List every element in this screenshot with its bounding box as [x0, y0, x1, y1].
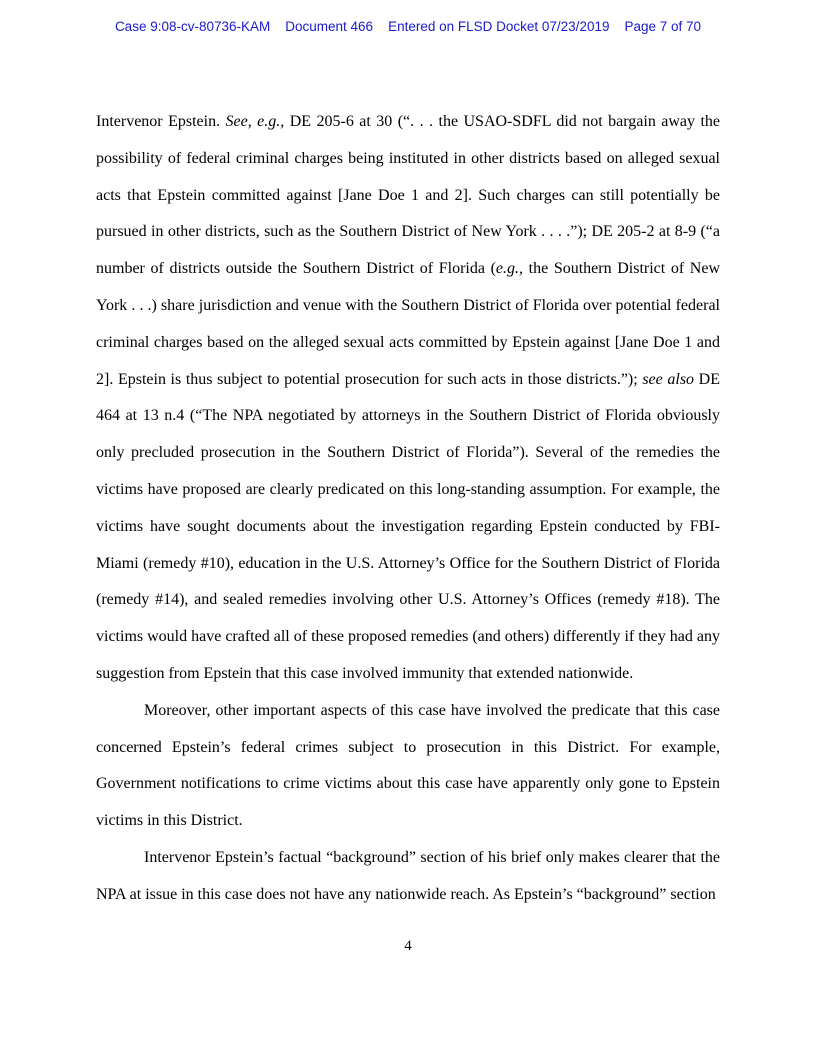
text-segment: Intervenor Epstein’s factual “background” section of his brief only makes clearer that the NPA at issue in this case does not have any nationwide reach. As Epstein’s “background” section — [96, 848, 720, 903]
page-number: 4 — [404, 938, 412, 954]
text-segment: DE 205-6 at 30 (“. . . the USAO-SDFL did not bargain away the possibility of federal criminal charges being instituted in other districts based on alleged sexual acts that Epstein committed against [Jane Doe 1 and 2]. Such charges can still potentially be pursued in other districts, such as the Southern District of New York . . . .”); DE 205-2 at 8-9 (“a number of districts outside the Southern District of Florida ( — [96, 113, 721, 278]
paragraph — [96, 104, 720, 693]
document-body — [96, 104, 720, 914]
case-stamp-segment: Case 9:08-cv-80736-KAM — [114, 19, 271, 34]
case-stamp-segment: Entered on FLSD Docket 07/23/2019 — [388, 19, 610, 34]
case-stamp-header — [0, 19, 816, 34]
citation-italic: e.g., — [495, 260, 524, 278]
paragraph — [96, 840, 720, 914]
text-segment: Moreover, other important aspects of this case have involved the predicate that this case concerned Epstein’s federal crimes subject to prosecution in this District. For example, Government notifications to crime victims about this case have apparently only gone to Epstein victims in this District. — [96, 701, 720, 830]
case-stamp-segment: Page 7 of 70 — [624, 19, 702, 34]
text-segment: DE 464 at 13 n.4 (“The NPA negotiated by attorneys in the Southern District of Florida obviously only precluded prosecution in the Southern District of Florida”). Several of the remedies the victims have proposed are clearly predicated on this long-standing assumption. For example, the victims have sought documents about the investigation regarding Epstein conducted by FBI-Miami (remedy #10), education in the U.S. Attorney’s Office for the Southern District of Florida (remedy #14), and sealed remedies involving other U.S. Attorney’s Offices (remedy #18). The victims would have crafted all of these proposed remedies (and others) differently if they had any suggestion from Epstein that this case involved immunity that extended nationwide. — [96, 370, 720, 682]
citation-italic: see also — [642, 370, 695, 388]
citation-italic: See, e.g., — [225, 113, 285, 130]
paragraph — [96, 693, 720, 840]
text-segment: the Southern District of New York . . .) share jurisdiction and venue with the Southern District of Florida over potential federal criminal charges based on the alleged sexual acts committed by Epstein against [Jane Doe 1 and 2]. Epstein is thus subject to potential prosecution for such acts in those districts.”); — [96, 260, 720, 388]
case-stamp-segment: Document 466 — [285, 19, 374, 34]
text-segment: Intervenor Epstein. — [96, 113, 226, 130]
